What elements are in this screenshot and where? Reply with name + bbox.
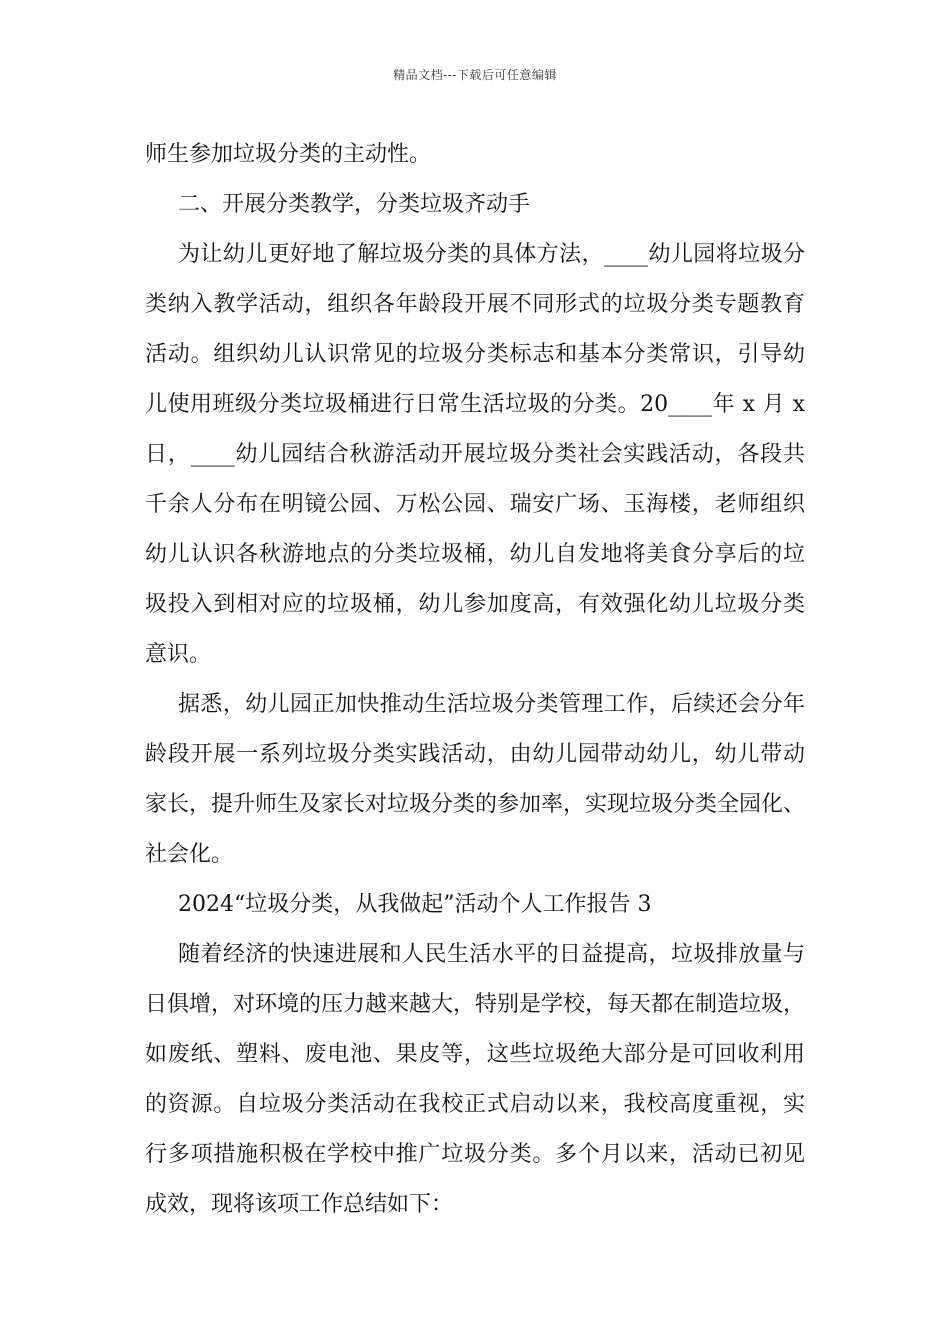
document-body — [145, 130, 805, 1230]
text-line: 儿使用班级分类垃圾桶进行日常生活垃圾的分类。20____年 x 月 x — [145, 392, 805, 417]
text-line: 成效，现将该项工作总结如下： — [145, 1192, 454, 1217]
text-line: 为让幼儿更好地了解垃圾分类的具体方法，____幼儿园将垃圾分 — [178, 242, 805, 267]
text-line: 日，____幼儿园结合秋游活动开展垃圾分类社会实践活动，各段共 — [145, 442, 805, 467]
text-line: 圾投入到相对应的垃圾桶，幼儿参加度高，有效强化幼儿垃圾分类 — [145, 592, 805, 617]
text-line: 据悉，幼儿园正加快推动生活垃圾分类管理工作，后续还会分年 — [178, 692, 805, 717]
section-heading: 二、开展分类教学，分类垃圾齐动手 — [178, 192, 531, 217]
text-line: 千余人分布在明镜公园、万松公园、瑞安广场、玉海楼，老师组织 — [145, 492, 805, 517]
text-line: 龄段开展一系列垃圾分类实践活动，由幼儿园带动幼儿，幼儿带动 — [145, 742, 805, 767]
text-line: 随着经济的快速进展和人民生活水平的日益提高，垃圾排放量与 — [178, 942, 805, 967]
text-line: 日俱增，对环境的压力越来越大，特别是学校，每天都在制造垃圾， — [145, 992, 805, 1017]
text-line: 家长，提升师生及家长对垃圾分类的参加率，实现垃圾分类全园化、 — [145, 792, 805, 817]
text-line: 活动。组织幼儿认识常见的垃圾分类标志和基本分类常识，引导幼 — [145, 342, 805, 367]
text-line: 的资源。自垃圾分类活动在我校正式启动以来，我校高度重视，实 — [145, 1092, 805, 1117]
text-line: 如废纸、塑料、废电池、果皮等，这些垃圾绝大部分是可回收利用 — [145, 1042, 805, 1067]
report-title: 2024“垃圾分类，从我做起”活动个人工作报告 3 — [178, 892, 652, 917]
text-line: 社会化。 — [145, 842, 234, 867]
text-line: 行多项措施积极在学校中推广垃圾分类。多个月以来，活动已初见 — [145, 1142, 805, 1167]
text-line: 幼儿认识各秋游地点的分类垃圾桶，幼儿自发地将美食分享后的垃 — [145, 542, 805, 567]
text-line: 师生参加垃圾分类的主动性。 — [145, 142, 432, 167]
page-header: 精品文档---下载后可任意编辑 — [393, 68, 557, 82]
text-line: 类纳入教学活动，组织各年龄段开展不同形式的垃圾分类专题教育 — [145, 292, 805, 317]
text-line: 意识。 — [145, 642, 212, 667]
